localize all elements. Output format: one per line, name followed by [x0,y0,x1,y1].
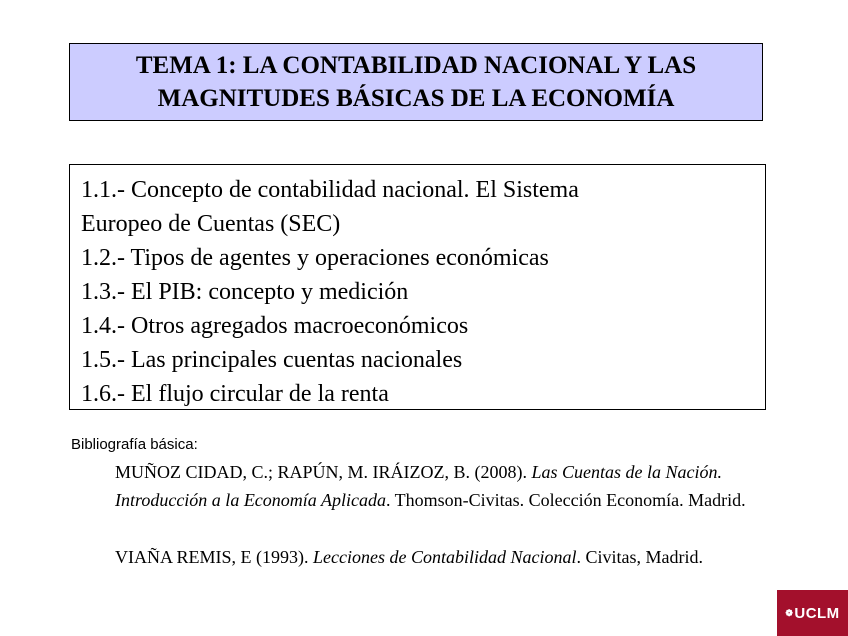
reference-2-title: Lecciones de Contabilidad Nacional [313,547,577,567]
reference-1-authors: MUÑOZ CIDAD, C.; RAPÚN, M. IRÁIZOZ, B. (2008). [115,462,527,482]
contents-box [69,164,766,410]
slide-title [136,49,696,115]
uclm-logo [777,590,848,636]
contents-line-4: 1.3.- El PIB: concepto y medición [81,279,409,305]
reference-2-publisher: . Civitas, Madrid. [576,547,703,567]
slide-title-line-2: MAGNITUDES BÁSICAS DE LA ECONOMÍA [157,85,675,112]
contents-line-1: 1.1.- Concepto de contabilidad nacional. El Sistema [81,177,579,203]
slide-title-line-1: TEMA 1: LA CONTABILIDAD NACIONAL Y LAS [135,52,697,79]
title-box [69,43,763,121]
reference-1 [115,458,815,514]
logo-text: UCLM [794,604,840,622]
contents-line-5: 1.4.- Otros agregados macroeconómicos [81,313,469,339]
contents-line-7: 1.6.- El flujo circular de la renta [81,381,389,407]
reference-2-authors: VIAÑA REMIS, E (1993). [115,547,309,567]
contents-line-6: 1.5.- Las principales cuentas nacionales [81,347,463,373]
reference-1-publisher: . Thomson-Civitas. Colección Economía. Madrid. [385,490,746,510]
contents-line-3: 1.2.- Tipos de agentes y operaciones económicas [81,245,549,271]
reference-2 [115,543,815,571]
reference-1-title: Las Cuentas de la Nación. Introducción a la Economía Aplicada [115,462,723,510]
contents-line-2: Europeo de Cuentas (SEC) [81,211,341,237]
bibliography-heading: Bibliografía básica: [71,436,198,453]
logo-mark-icon: ❁ [785,607,794,618]
